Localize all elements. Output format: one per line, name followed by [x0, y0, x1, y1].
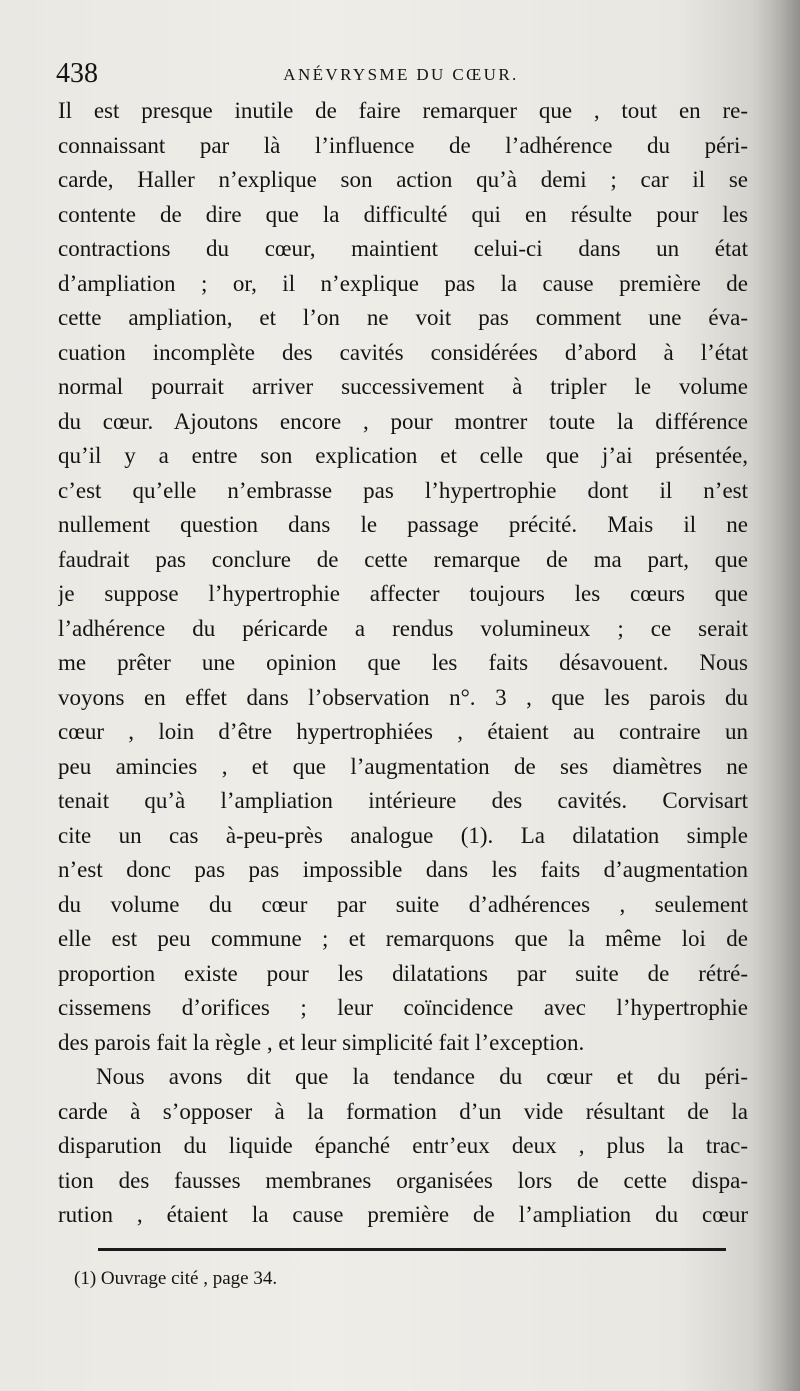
- text-line: connaissant par là l’influence de l’adhérence du péri-: [58, 132, 748, 158]
- text-line: peu amincies , et que l’augmentation de ses diamètres ne: [58, 753, 748, 779]
- text-line: tenait qu’à l’ampliation intérieure des cavités. Corvisart: [58, 788, 748, 813]
- page-edge-shadow: [752, 0, 800, 1391]
- text-line: carde à s’opposer à la formation d’un vide résultant de la: [58, 1098, 748, 1124]
- text-line: n’est donc pas pas impossible dans les faits d’augmentation: [58, 857, 748, 882]
- text-line: cette ampliation, et l’on ne voit pas comment une éva-: [58, 305, 748, 330]
- page-number: 438: [56, 58, 98, 89]
- text-line: Nous avons dit que la tendance du cœur et du péri-: [96, 1064, 748, 1089]
- text-line: proportion existe pour les dilatations par suite de rétré-: [58, 960, 748, 986]
- text-line: faudrait pas conclure de cette remarque de ma part, que: [58, 546, 748, 572]
- body-text: [58, 94, 748, 1233]
- text-line: qu’il y a entre son explication et celle que j’ai présentée,: [58, 443, 748, 468]
- text-line: disparution du liquide épanché entr’eux deux , plus la trac-: [58, 1133, 748, 1158]
- text-line: d’ampliation ; or, il n’explique pas la cause première de: [58, 270, 748, 296]
- running-head: [56, 56, 746, 92]
- text-line: carde, Haller n’explique son action qu’à demi ; car il se: [58, 167, 748, 192]
- footnote: (1) Ouvrage cité , page 34.: [74, 1268, 278, 1289]
- text-line: normal pourrait arriver successivement à tripler le volume: [58, 374, 748, 399]
- text-line: c’est qu’elle n’embrasse pas l’hypertrophie dont il n’est: [58, 477, 748, 503]
- text-line: me prêter une opinion que les faits désavouent. Nous: [58, 650, 748, 675]
- text-line: des parois fait la règle , et leur simplicité fait l’exception.: [58, 1029, 585, 1055]
- text-line: du volume du cœur par suite d’adhérences , seulement: [58, 891, 748, 917]
- text-line: je suppose l’hypertrophie affecter toujours les cœurs que: [58, 581, 748, 606]
- text-line: elle est peu commune ; et remarquons que la même loi de: [58, 926, 748, 951]
- text-line: cissemens d’orifices ; leur coïncidence avec l’hypertrophie: [58, 995, 748, 1020]
- footnote-rule: [98, 1248, 726, 1251]
- text-line: nullement question dans le passage précité. Mais il ne: [58, 512, 748, 537]
- text-line: contente de dire que la difficulté qui en résulte pour les: [58, 201, 748, 227]
- text-line: contractions du cœur, maintient celui-ci dans un état: [58, 236, 748, 261]
- text-line: cœur , loin d’être hypertrophiées , étaient au contraire un: [58, 719, 748, 744]
- text-line: voyons en effet dans l’observation n°. 3 , que les parois du: [58, 684, 748, 710]
- running-title: ANÉVRYSME DU CŒUR.: [283, 65, 519, 84]
- text-line: rution , étaient la cause première de l’ampliation du cœur: [58, 1202, 748, 1227]
- text-line: l’adhérence du péricarde a rendus volumineux ; ce serait: [58, 615, 748, 641]
- text-line: Il est presque inutile de faire remarquer que , tout en re-: [58, 98, 748, 123]
- text-line: cuation incomplète des cavités considérées d’abord à l’état: [58, 339, 748, 365]
- text-line: cite un cas à-peu-près analogue (1). La dilatation simple: [58, 822, 748, 848]
- text-line: du cœur. Ajoutons encore , pour montrer toute la différence: [58, 408, 748, 434]
- text-line: tion des fausses membranes organisées lors de cette dispa-: [58, 1167, 748, 1193]
